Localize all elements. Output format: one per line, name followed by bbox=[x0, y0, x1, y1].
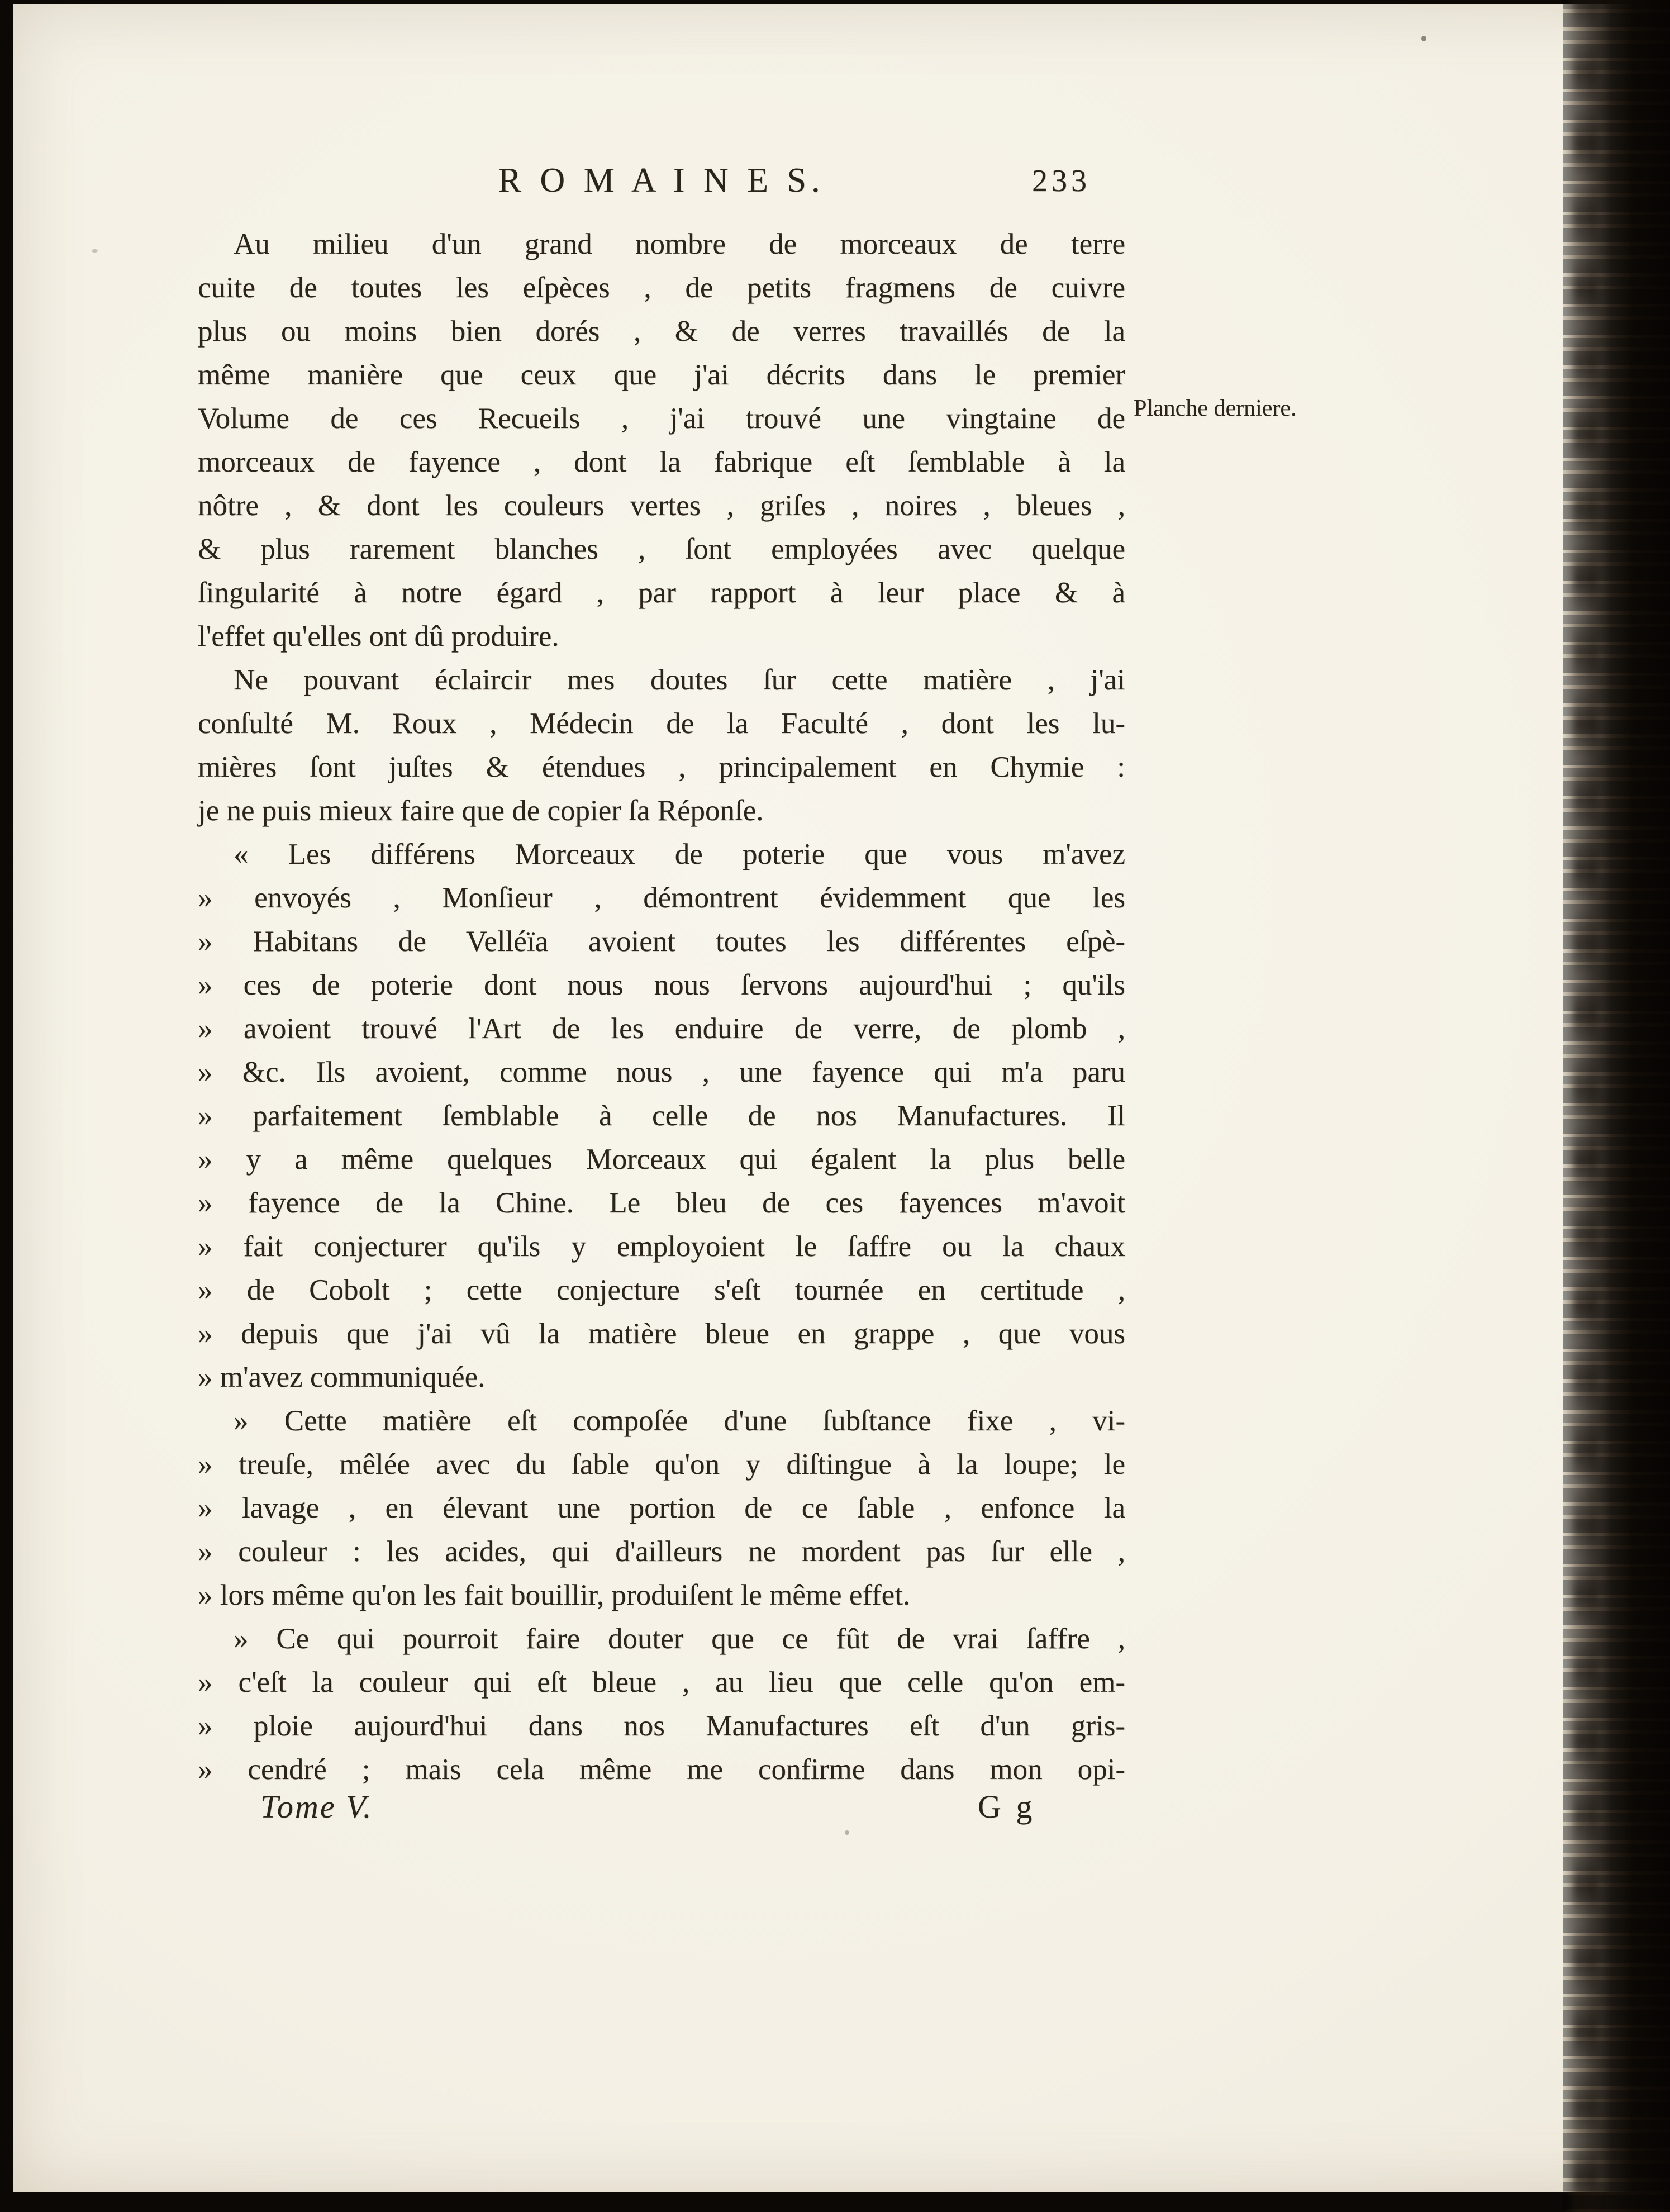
text-line: » cendré ; mais cela même me confirme dans mon opi- bbox=[198, 1753, 1125, 1786]
volume-label: Tome V. bbox=[260, 1788, 373, 1825]
text-line: » ces de poterie dont nous nous ſervons aujourd'hui ; qu'ils bbox=[198, 969, 1125, 1001]
text-line: même manière que ceux que j'ai décrits dans le premier bbox=[198, 359, 1125, 391]
text-line: » parfaitement ſemblable à celle de nos Manufactures. Il bbox=[198, 1100, 1125, 1132]
text-line: » Cette matière eſt compoſée d'une ſubſtance fixe , vi- bbox=[234, 1405, 1125, 1437]
text-line: » treuſe, mêlée avec du ſable qu'on y diſtingue à la loupe; le bbox=[198, 1448, 1125, 1481]
text-line: je ne puis mieux faire que de copier ſa Réponſe. bbox=[198, 795, 764, 827]
text-line: » envoyés , Monſieur , démontrent évidemment que les bbox=[198, 882, 1125, 914]
text-line: plus ou moins bien dorés , & de verres travaillés de la bbox=[198, 315, 1125, 348]
running-title: R O M A I N E S. bbox=[498, 161, 825, 199]
text-line: cuite de toutes les eſpèces , de petits fragmens de cuivre bbox=[198, 272, 1125, 304]
text-line: » Ce qui pourroit faire douter que ce fût de vrai ſaffre , bbox=[234, 1623, 1125, 1655]
text-line: » c'eſt la couleur qui eſt bleue , au lieu que celle qu'on em- bbox=[198, 1666, 1125, 1699]
paragraph-1 bbox=[198, 222, 1125, 658]
text-line: mières ſont juſtes & étendues , principalement en Chymie : bbox=[198, 751, 1125, 783]
text-line: & plus rarement blanches , ſont employées avec quelque bbox=[198, 533, 1125, 565]
ink-speck bbox=[92, 249, 98, 253]
text-line: nôtre , & dont les couleurs vertes , griſes , noires , bleues , bbox=[198, 489, 1125, 522]
ink-speck bbox=[1421, 36, 1426, 41]
ink-speck bbox=[845, 1830, 849, 1835]
text-line: » couleur : les acides, qui d'ailleurs ne mordent pas ſur elle , bbox=[198, 1535, 1125, 1568]
paragraph-4 bbox=[198, 1399, 1125, 1617]
text-line: » m'avez communiquée. bbox=[198, 1361, 486, 1393]
text-line: morceaux de fayence , dont la fabrique eſt ſemblable à la bbox=[198, 446, 1125, 478]
text-line: » fayence de la Chine. Le bleu de ces fayences m'avoit bbox=[198, 1187, 1125, 1219]
text-line: Volume de ces Recueils , j'ai trouvé une vingtaine de bbox=[198, 402, 1125, 435]
text-line: » lors même qu'on les fait bouillir, produiſent le même effet. bbox=[198, 1579, 911, 1611]
text-line: « Les différens Morceaux de poterie que vous m'avez bbox=[234, 838, 1125, 870]
text-line: » fait conjecturer qu'ils y employoient le ſaffre ou la chaux bbox=[198, 1230, 1125, 1263]
book-page bbox=[13, 4, 1650, 2192]
page-number: 233 bbox=[1032, 164, 1091, 198]
text-line: » y a même quelques Morceaux qui égalent la plus belle bbox=[198, 1143, 1125, 1176]
text-line: conſulté M. Roux , Médecin de la Faculté , dont les lu- bbox=[198, 707, 1125, 740]
margin-note: Planche derniere. bbox=[1134, 396, 1297, 421]
text-line: » &c. Ils avoient, comme nous , une fayence qui m'a paru bbox=[198, 1056, 1125, 1088]
paragraph-5 bbox=[198, 1617, 1125, 1791]
text-line: Au milieu d'un grand nombre de morceaux de terre bbox=[234, 228, 1125, 260]
paragraph-3 bbox=[198, 833, 1125, 1399]
text-line: » lavage , en élevant une portion de ce ſable , enfonce la bbox=[198, 1492, 1125, 1524]
page-header bbox=[198, 161, 1125, 206]
text-line: » avoient trouvé l'Art de les enduire de verre, de plomb , bbox=[198, 1012, 1125, 1045]
text-line: Ne pouvant éclaircir mes doutes ſur cette matière , j'ai bbox=[234, 664, 1125, 696]
text-line: » Habitans de Velléïa avoient toutes les différentes eſpè- bbox=[198, 925, 1125, 958]
text-line: » depuis que j'ai vû la matière bleue en grappe , que vous bbox=[198, 1317, 1125, 1350]
signature-mark: G g bbox=[978, 1788, 1036, 1825]
text-line: l'effet qu'elles ont dû produire. bbox=[198, 620, 559, 653]
text-line: ſingularité à notre égard , par rapport à leur place & à bbox=[198, 577, 1125, 609]
text-block bbox=[198, 222, 1125, 1791]
paragraph-2 bbox=[198, 658, 1125, 833]
page-footer bbox=[198, 1788, 1125, 1838]
book-edge-shadow bbox=[1563, 0, 1670, 2212]
text-line: » de Cobolt ; cette conjecture s'eſt tournée en certitude , bbox=[198, 1274, 1125, 1306]
text-line: » ploie aujourd'hui dans nos Manufactures eſt d'un gris- bbox=[198, 1710, 1125, 1742]
